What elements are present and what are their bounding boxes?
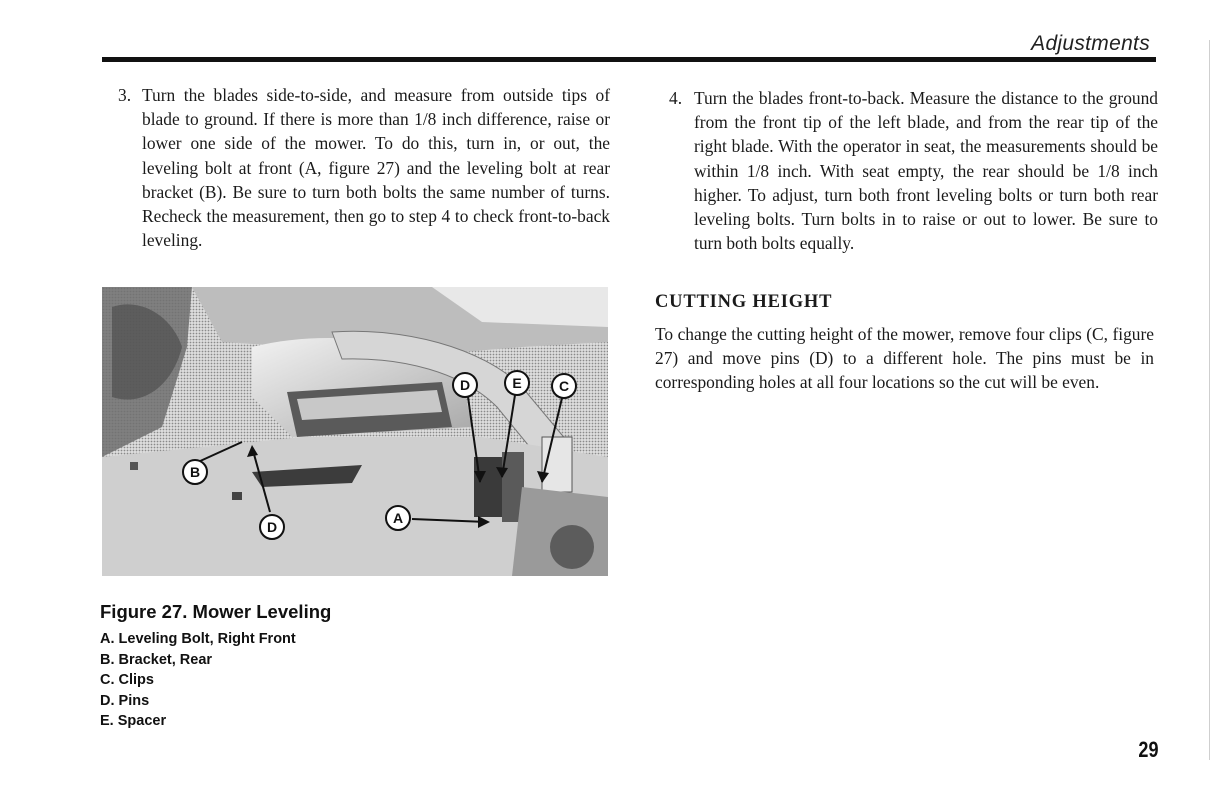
figure-caption: Figure 27. Mower Leveling [100,601,332,622]
legend-item: A. Leveling Bolt, Right Front [100,631,296,647]
figure-legend [100,629,296,732]
svg-text:D: D [266,519,278,535]
step-number: 3. [118,85,132,105]
callout-e [505,371,529,395]
cutting-height-text: To change the cutting height of the mower, remove four clips (C, figure 27) and move pins (D) to a different hole. The pins must be in corresponding holes at all four locations so the cut will be even. [655,324,1154,392]
callout-d-lower [260,515,284,539]
page-edge [1209,40,1210,760]
svg-text:E: E [512,375,522,391]
header-title: Adjustments [1031,32,1150,55]
step-3 [118,83,610,252]
svg-text:C: C [558,378,570,394]
svg-text:B: B [189,464,201,480]
page-number: 29 [1137,737,1158,762]
legend-item: C. Clips [100,672,154,688]
legend-item: B. Bracket, Rear [100,651,213,668]
step-number: 4. [669,88,683,108]
figure-27-photo [102,287,608,576]
legend-item: D. Pins [100,692,150,709]
header-rule [102,57,1156,62]
svg-text:D: D [459,377,471,393]
callout-b [183,460,207,484]
cutting-height-heading: CUTTING HEIGHT [655,292,833,312]
callout-a [386,506,410,530]
step-text: Turn the blades front-to-back. Measure the distance to the ground from the front tip of the left blade, and from the rear tip of the right blade. With the operator in seat, the measurements should be within 1/8 inch. With seat empty, the rear should be 1/8 inch higher. To adjust, turn both front leveling bolts or turn both rear leveling bolts. Turn bolts in to raise or out to lower. Be sure to turn both bolts equally. [694,88,1158,254]
step-4 [669,86,1158,255]
step-text: Turn the blades side-to-side, and measure from outside tips of blade to ground. If there is more than 1/8 inch difference, raise or lower one side of the mower. To do this, turn in, or out, the leveling bolt at front (A, figure 27) and the leveling bolt at rear bracket (B). Be sure to turn both bolts the same number of turns. Recheck the measurement, then go to step 4 to check front-to-back leveling. [142,85,610,251]
callout-c [552,374,576,398]
legend-item: E. Spacer [100,713,167,729]
callout-d-upper [453,373,477,397]
svg-text:A: A [392,510,404,526]
